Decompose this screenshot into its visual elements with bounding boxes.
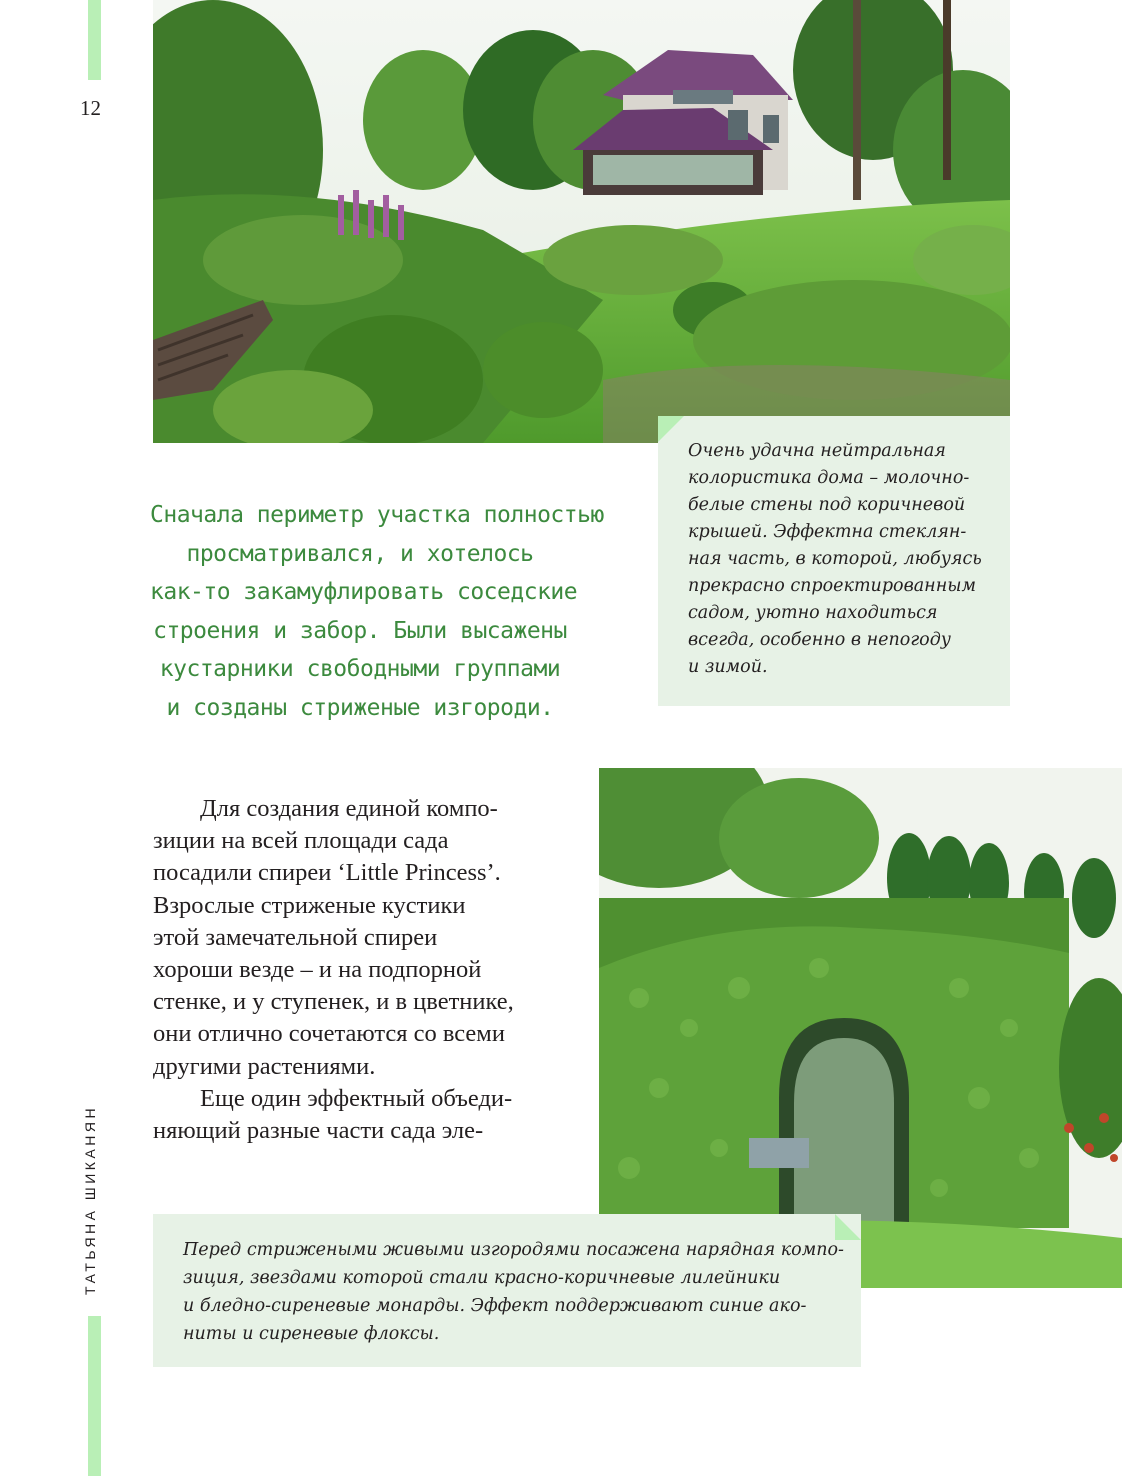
body-line: посадили спиреи ‘Little Princess’.: [153, 859, 501, 887]
photo-caption-bottom: [153, 1214, 861, 1367]
caption-line: ная часть, в которой, любуясь: [688, 549, 982, 569]
caption-line: всегда, особенно в непогоду: [688, 630, 951, 650]
caption-line: колористика дома – молочно-: [688, 468, 970, 488]
caption-line: и зимой.: [688, 657, 768, 677]
author-name: ТАТЬЯНА ШИКАНЯН: [82, 1104, 98, 1296]
pull-quote: [150, 496, 604, 727]
margin-strip-top: [88, 0, 101, 80]
body-line: хороши везде – и на подпорной: [153, 956, 482, 984]
caption-line: Перед стрижеными живыми изгородями посажена нарядная компо-: [183, 1240, 844, 1260]
caption-line: белые стены под коричневой: [688, 495, 966, 515]
hedge-arch-photo: [599, 768, 1122, 1288]
body-line: Взрослые стриженые кустики: [153, 891, 466, 919]
body-line: зиции на всей площади сада: [153, 827, 449, 855]
caption-line: садом, уютно находиться: [688, 603, 938, 623]
caption-corner-fold: [658, 416, 684, 442]
body-line: Для создания единой компо-: [200, 795, 498, 822]
caption-line: и бледно-сиреневые монарды. Эффект поддерживают синие ако-: [183, 1296, 807, 1316]
caption-line: крышей. Эффектна стеклян-: [688, 522, 967, 542]
caption-line: ниты и сиреневые флоксы.: [183, 1324, 440, 1344]
body-line: Еще один эффектный объеди-: [200, 1084, 513, 1112]
quote-line: просматривался, и хотелось: [186, 540, 534, 567]
margin-strip-bottom: [88, 1316, 101, 1476]
quote-line: кустарники свободными группами: [159, 656, 561, 682]
body-line: другими растениями.: [153, 1052, 376, 1080]
photo-caption-top: [658, 416, 1010, 706]
body-line: няющий разные части сада эле-: [153, 1117, 484, 1145]
caption-line: прекрасно спроектированным: [688, 576, 976, 596]
body-line: они отлично сочетаются со всеми: [153, 1020, 505, 1048]
garden-house-photo: [153, 0, 1010, 443]
page-number: 12: [80, 96, 101, 120]
body-line: этой замечательной спиреи: [153, 923, 438, 951]
body-text: [153, 793, 583, 1147]
caption-line: зиция, звездами которой стали красно-коричневые лилейники: [183, 1268, 781, 1288]
quote-line: строения и забор. Были высажены: [153, 617, 567, 644]
caption-corner-fold: [835, 1214, 861, 1240]
quote-line: как-то закамуфлировать соседские: [150, 579, 578, 605]
body-line: стенке, и у ступенек, и в цветнике,: [153, 988, 514, 1016]
caption-line: Очень удачна нейтральная: [688, 441, 946, 461]
quote-line: и созданы стриженые изгороди.: [166, 694, 554, 721]
quote-line: Сначала периметр участка полностью: [150, 502, 604, 528]
